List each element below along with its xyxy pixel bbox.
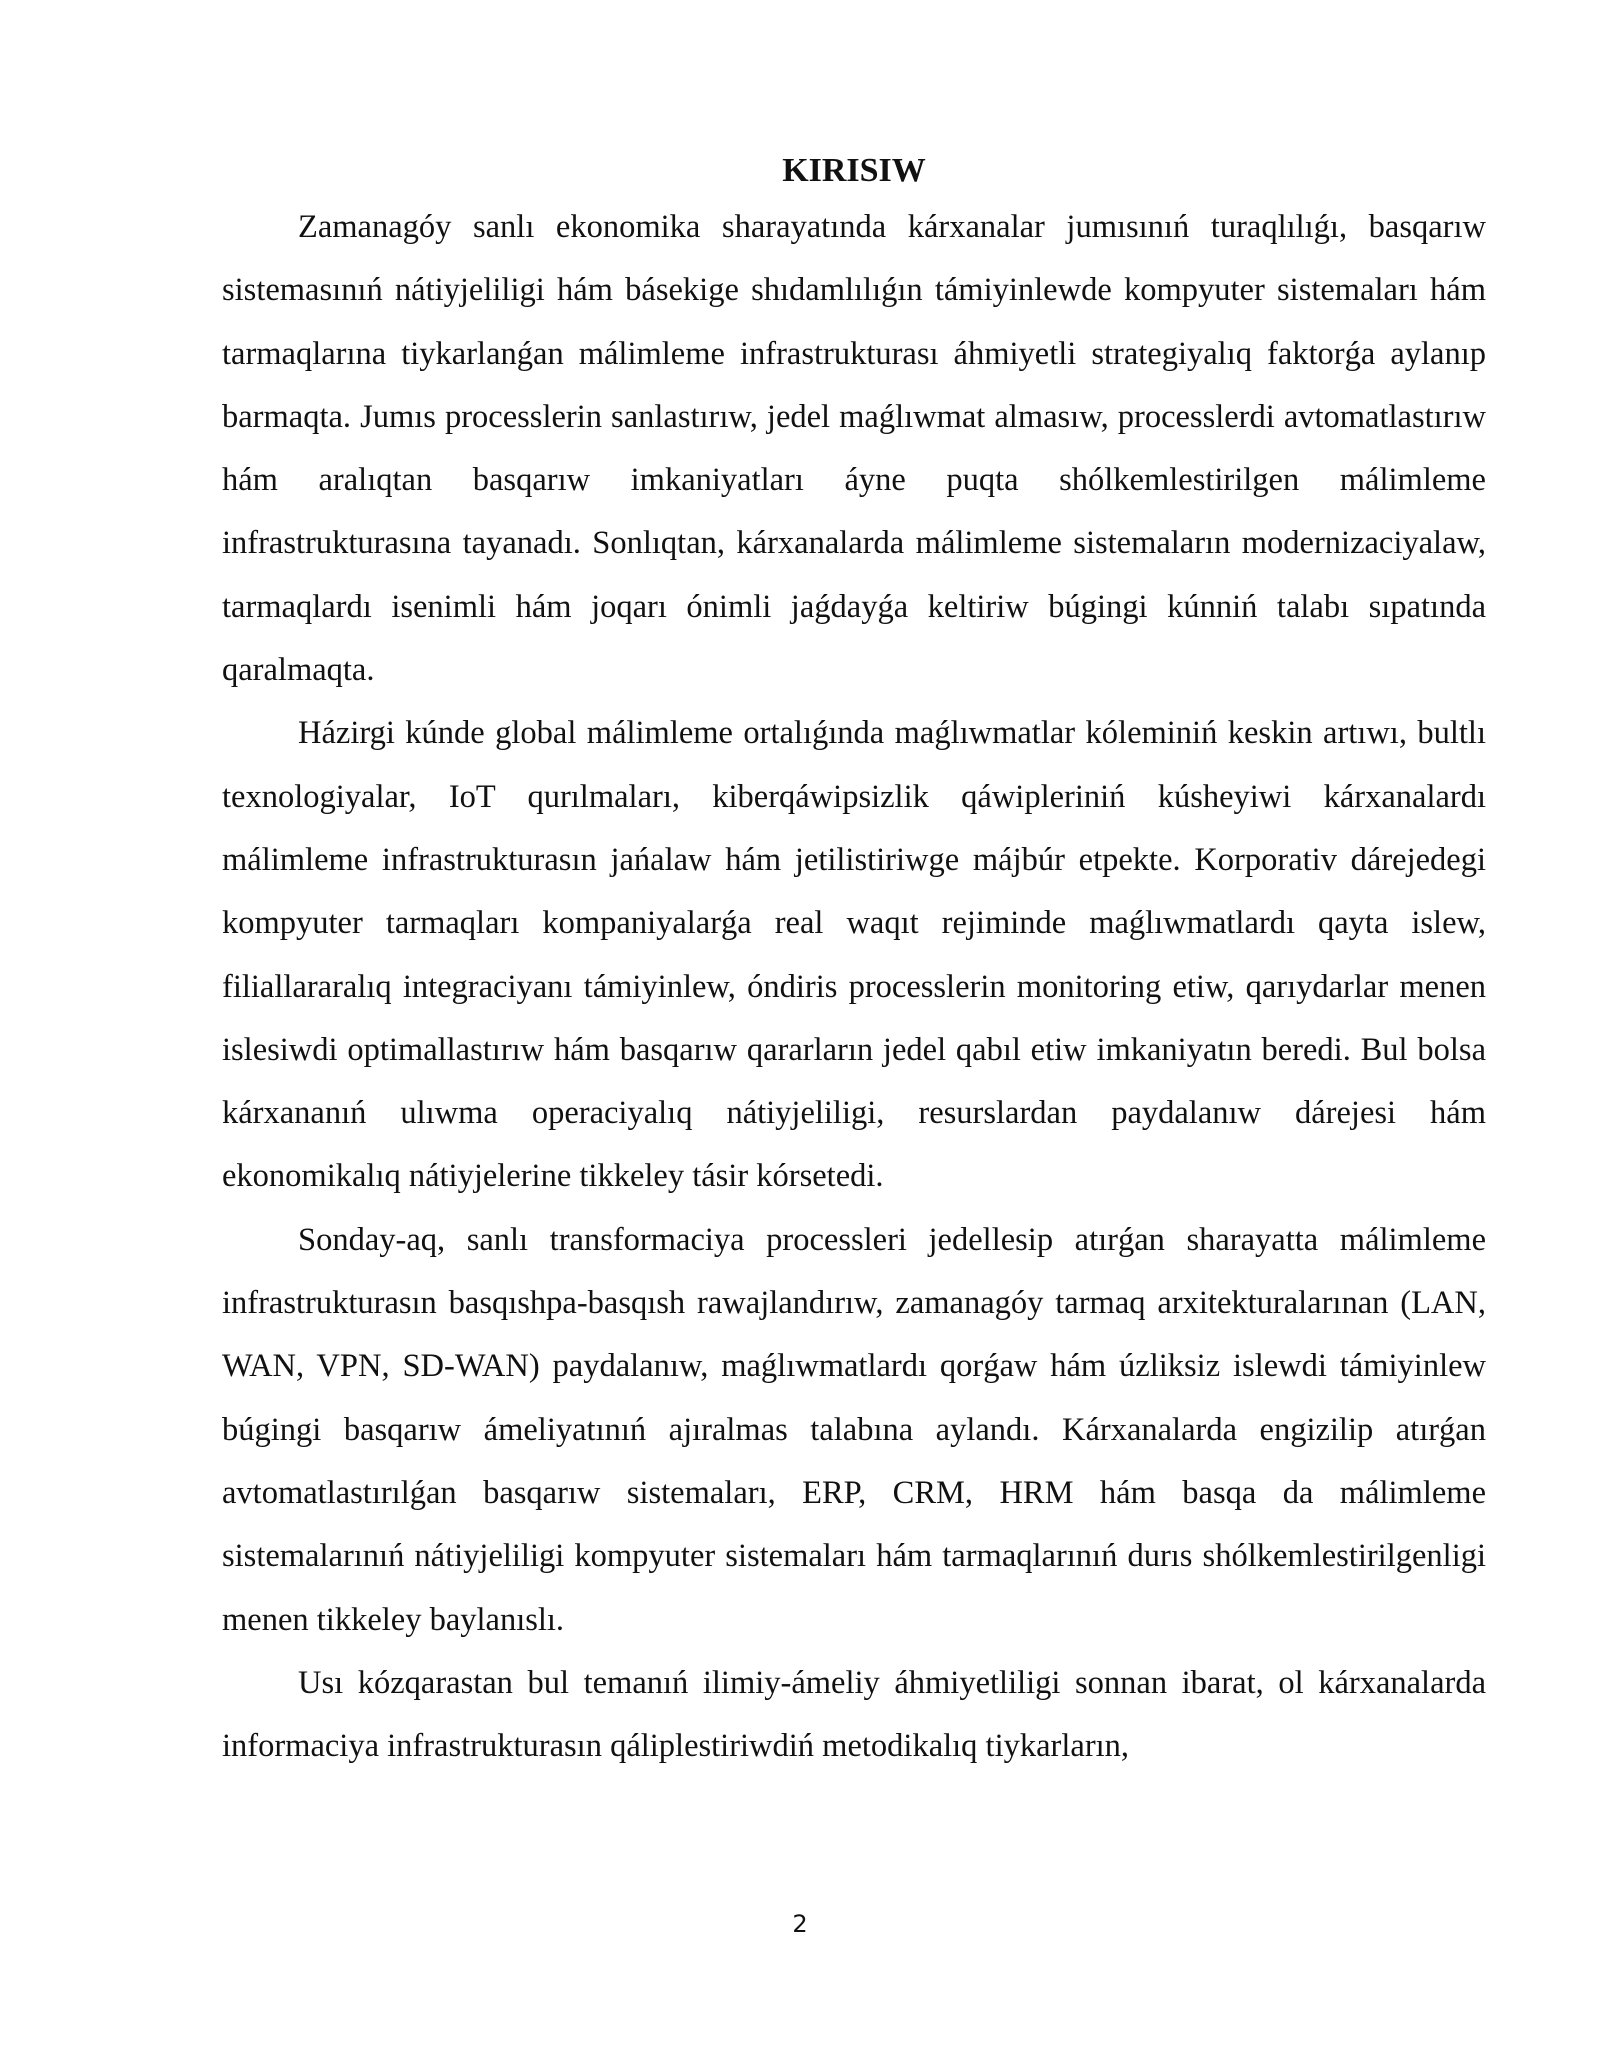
paragraph-3: Sonday-aq, sanlı transformaciya processleri jedellesip atırǵan sharayatta málimleme infrastrukturasın basqıshpa-basqısh rawajlandırıw, zamanagóy tarmaq arxitekturalarınan (LAN, WAN, VPN, SD-WAN) paydalanıw, maǵlıwmatlardı qorǵaw hám úzliksiz islewdi támiyinlew búgingi basqarıw ámeliyatınıń ajıralmas talabına aylandı. Kárxanalarda engizilip atırǵan avtomatlastırılǵan basqarıw sistemaları, ERP, CRM, HRM hám basqa da málimleme sistemalarınıń nátiyjeliligi kompyuter sistemaları hám tarmaqlarınıń durıs shólkemlestirilgenligi menen tikkeley baylanıslı. [222, 1221, 1486, 1638]
section-title: KIRISIW [782, 152, 926, 189]
paragraph-2: Házirgi kúnde global málimleme ortalıǵında maǵlıwmatlar kóleminiń keskin artıwı, bultlı texnologiyalar, IoT qurılmaları, kiberqáwipsizlik qáwipleriniń kúsheyiwi kárxanalardı málimleme infrastrukturasın jańalaw hám jetilistiriwge májbúr etpekte. Korporativ dárejedegi kompyuter tarmaqları kompaniyalarǵa real waqıt rejiminde maǵlıwmatlardı qayta islew, filiallararalıq integraciyanı támiyinlew, óndiris processlerin monitoring etiw, qarıydarlar menen islesiwdi optimallastırıw hám basqarıw qararların jedel qabıl etiw imkaniyatın beredi. Bul bolsa kárxananıń ulıwma operaciyalıq nátiyjeliligi, resurslardan paydalanıw dárejesi hám ekonomikalıq nátiyjelerine tikkeley tásir kórsetedi. [222, 715, 1486, 1195]
paragraph-1: Zamanagóy sanlı ekonomika sharayatında kárxanalar jumısınıń turaqlılıǵı, basqarıw sistemasınıń nátiyjeliligi hám básekige shıdamlılıǵın támiyinlewde kompyuter sistemaları hám tarmaqlarına tiykarlanǵan málimleme infrastrukturası áhmiyetli strategiyalıq faktorǵa aylanıp barmaqta. Jumıs processlerin sanlastırıw, jedel maǵlıwmat almasıw, processlerdi avtomatlastırıw hám aralıqtan basqarıw imkaniyatları áyne puqta shólkemlestirilgen málimleme infrastrukturasına tayanadı. Sonlıqtan, kárxanalarda málimleme sistemaların modernizaciyalaw, tarmaqlardı isenimli hám joqarı ónimli jaǵdayǵa keltiriw búgingi kúnniń talabı sıpatında qaralmaqta. [222, 209, 1486, 689]
paragraph-4: Usı kózqarastan bul temanıń ilimiy-ámeliy áhmiyetliligi sonnan ibarat, ol kárxanalarda informaciya infrastrukturasın qáliplestiriwdiń metodikalıq tiykarların, [222, 1664, 1486, 1765]
page-number: 2 [792, 1910, 808, 1938]
page-content [222, 146, 1486, 1778]
